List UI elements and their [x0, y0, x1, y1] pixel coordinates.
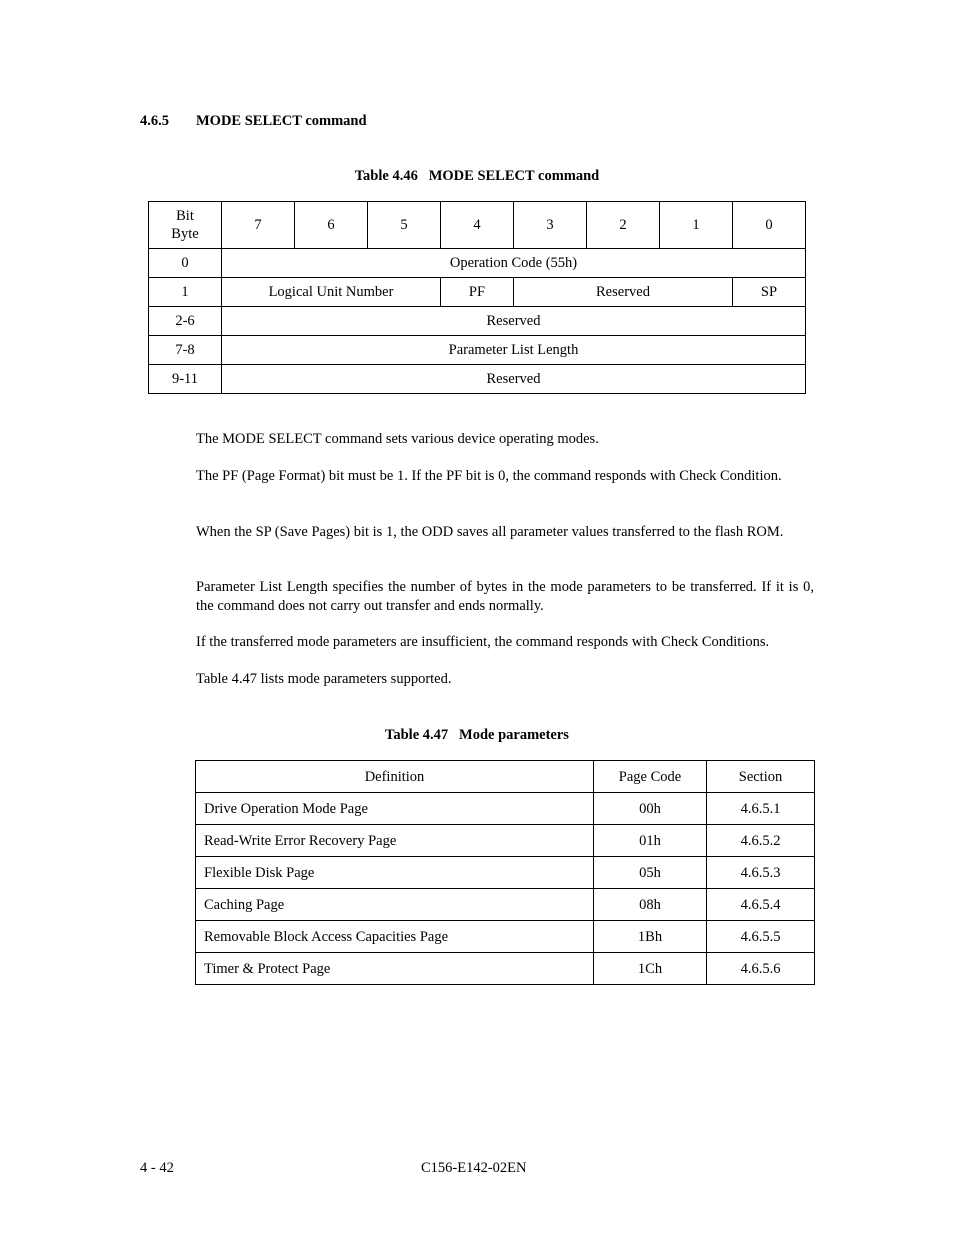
parameter-list-length-cell: Parameter List Length: [222, 336, 806, 365]
table-4-47-caption: Table 4.47 Mode parameters: [385, 727, 569, 743]
page-code-cell: 08h: [594, 889, 707, 921]
table-row: [149, 278, 806, 307]
bit-byte-header-cell: [149, 202, 222, 249]
definition-cell: Drive Operation Mode Page: [196, 793, 594, 825]
paragraph: When the SP (Save Pages) bit is 1, the ODD saves all parameter values transferred to the flash ROM.: [196, 524, 784, 540]
table-header-row: [149, 202, 806, 249]
page-code-cell: 01h: [594, 825, 707, 857]
table-row: [196, 921, 815, 953]
operation-code-cell: Operation Code (55h): [222, 249, 806, 278]
page-code-cell: 05h: [594, 857, 707, 889]
table-row: [196, 953, 815, 985]
reserved-bits-cell: Reserved: [514, 278, 733, 307]
page-number: 4 - 42: [140, 1160, 174, 1176]
table-4-46-caption: Table 4.46 MODE SELECT command: [354, 168, 600, 184]
bit-4-header: 4: [441, 202, 514, 249]
table-row: [196, 793, 815, 825]
section-cell: 4.6.5.3: [707, 857, 815, 889]
definition-cell: Read-Write Error Recovery Page: [196, 825, 594, 857]
pf-bit-cell: PF: [441, 278, 514, 307]
mode-parameters-table: [195, 760, 815, 985]
bit-6-header: 6: [295, 202, 368, 249]
definition-cell: Flexible Disk Page: [196, 857, 594, 889]
section-cell: 4.6.5.2: [707, 825, 815, 857]
mode-select-command-table: [148, 201, 806, 394]
section-cell: 4.6.5.1: [707, 793, 815, 825]
section-cell: 4.6.5.5: [707, 921, 815, 953]
section-header: Section: [707, 761, 815, 793]
bit-0-header: 0: [733, 202, 806, 249]
paragraph: The MODE SELECT command sets various device operating modes.: [196, 431, 599, 447]
paragraph: Parameter List Length specifies the number of bytes in the mode parameters to be transferred. If it is 0, the command does not carry out transfer and ends normally.: [196, 579, 814, 614]
page-code-cell: 1Bh: [594, 921, 707, 953]
paragraph: Table 4.47 lists mode parameters supported.: [196, 671, 452, 687]
table-row: [196, 889, 815, 921]
table-row: [149, 249, 806, 278]
definition-cell: Caching Page: [196, 889, 594, 921]
section-cell: 4.6.5.4: [707, 889, 815, 921]
page-code-cell: 00h: [594, 793, 707, 825]
logical-unit-number-cell: Logical Unit Number: [222, 278, 441, 307]
byte-cell: 7-8: [149, 336, 222, 365]
paragraph: The PF (Page Format) bit must be 1. If the PF bit is 0, the command responds with Check Condition.: [196, 468, 782, 484]
section-heading: [140, 113, 367, 130]
section-cell: 4.6.5.6: [707, 953, 815, 985]
definition-header: Definition: [196, 761, 594, 793]
sp-bit-cell: SP: [733, 278, 806, 307]
table-header-row: [196, 761, 815, 793]
bit-label: Bit: [176, 208, 194, 224]
byte-label: Byte: [171, 226, 199, 242]
document-id: C156-E142-02EN: [421, 1160, 527, 1176]
section-title: MODE SELECT command: [196, 113, 367, 129]
reserved-cell: Reserved: [222, 307, 806, 336]
table-row: [196, 857, 815, 889]
bit-1-header: 1: [660, 202, 733, 249]
page-code-cell: 1Ch: [594, 953, 707, 985]
paragraph: If the transferred mode parameters are insufficient, the command responds with Check Conditions.: [196, 634, 770, 650]
table-row: [149, 307, 806, 336]
table-row: [149, 336, 806, 365]
byte-cell: 2-6: [149, 307, 222, 336]
byte-cell: 1: [149, 278, 222, 307]
table-row: [149, 365, 806, 394]
byte-cell: 9-11: [149, 365, 222, 394]
bit-2-header: 2: [587, 202, 660, 249]
definition-cell: Timer & Protect Page: [196, 953, 594, 985]
byte-cell: 0: [149, 249, 222, 278]
table-row: [196, 825, 815, 857]
bit-5-header: 5: [368, 202, 441, 249]
reserved-cell: Reserved: [222, 365, 806, 394]
page-code-header: Page Code: [594, 761, 707, 793]
definition-cell: Removable Block Access Capacities Page: [196, 921, 594, 953]
bit-3-header: 3: [514, 202, 587, 249]
bit-7-header: 7: [222, 202, 295, 249]
section-number: 4.6.5: [140, 113, 169, 129]
